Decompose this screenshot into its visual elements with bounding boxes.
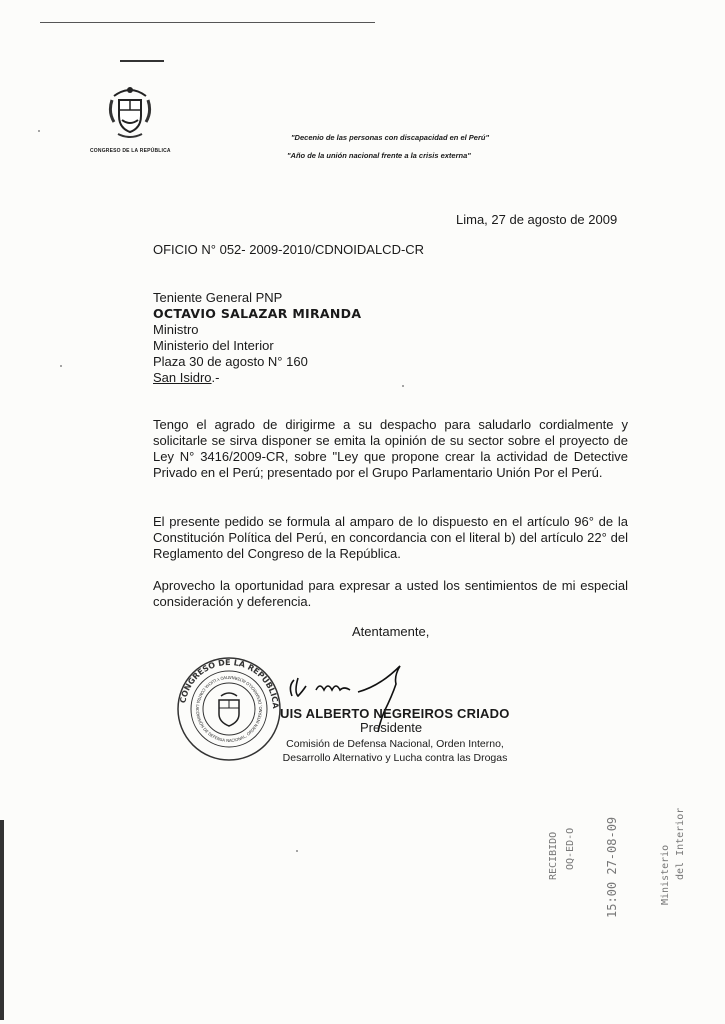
signatory-committee	[275, 737, 515, 765]
body-paragraph-request: Tengo el agrado de dirigirme a su despacho para saludarlo cordialmente y solicitarle se sirva disponer se emita la opinión de su sector sobre el proyecto de Ley N° 3416/2009-CR, sobre "Ley que propone crear la actividad de Detective Privado en el Perú; presentado por el Grupo Parlamentario Unión Por el Perú.	[153, 417, 628, 480]
recipient-rank: Teniente General PNP	[153, 290, 283, 305]
closing: Atentamente,	[352, 624, 430, 639]
scan-speck	[402, 385, 404, 387]
recipient-organization: Ministerio del Interior	[153, 338, 274, 353]
signatory-title: Presidente	[360, 720, 423, 735]
committee-seal-icon	[176, 656, 282, 762]
seal-outer-text: CONGRESO DE LA REPÚBLICA	[178, 657, 281, 710]
recipient-address: Plaza 30 de agosto N° 160	[153, 354, 308, 369]
recipient-district-suffix: .-	[211, 370, 220, 385]
motto-anio: "Año de la unión nacional frente a la crisis externa"	[287, 151, 471, 160]
top-rule	[40, 22, 375, 23]
scan-speck	[296, 850, 298, 852]
committee-line-2: Desarrollo Alternativo y Lucha contra las Drogas	[282, 752, 508, 764]
recipient-district: San Isidro	[153, 370, 212, 385]
header-mark	[120, 60, 164, 62]
recipient-block	[153, 290, 361, 386]
recipient-district-line	[153, 370, 361, 386]
committee-line-1: Comisión de Defensa Nacional, Orden Interno,	[286, 738, 504, 750]
receipt-stamp-2: OQ-ED-O	[565, 827, 576, 870]
scan-edge	[0, 820, 4, 1020]
body-paragraph-legal-basis: El presente pedido se formula al amparo de lo dispuesto en el artículo 96° de la Constitución Política del Perú, en concordancia con el literal b) del artículo 22° del Reglamento del Congreso de la República.	[153, 514, 628, 561]
scan-speck	[60, 365, 62, 367]
motto-decenio: "Decenio de las personas con discapacidad en el Perú"	[291, 133, 490, 142]
body-paragraph-regards: Aprovecho la oportunidad para expresar a usted los sentimientos de mi especial consideración y deferencia.	[153, 578, 628, 609]
letter-date: Lima, 27 de agosto de 2009	[456, 212, 618, 227]
receipt-stamp-5: del Interior	[675, 807, 686, 880]
recipient-position: Ministro	[153, 322, 199, 337]
recipient-name: OCTAVIO SALAZAR MIRANDA	[153, 306, 362, 321]
peru-coat-of-arms-icon	[104, 82, 156, 140]
letter-reference: OFICIO N° 052- 2009-2010/CDNOIDALCD-CR	[153, 242, 425, 257]
signatory-name: UIS ALBERTO NEGREIROS CRIADO	[280, 706, 510, 721]
institution-label: CONGRESO DE LA REPÚBLICA	[90, 148, 171, 154]
receipt-stamp-3: 15:00 27-08-09	[605, 816, 619, 918]
receipt-stamp-4: Ministerio	[660, 844, 671, 905]
receipt-stamp-1: RECIBIDO	[548, 831, 559, 880]
scan-speck	[38, 130, 40, 132]
seal-inner-text: COMISIÓN DE DEFENSA NACIONAL, ORDEN INTERNO, DESARROLLO ALTERNATIVO Y LUCHA CONTRA LA	[194, 674, 264, 744]
